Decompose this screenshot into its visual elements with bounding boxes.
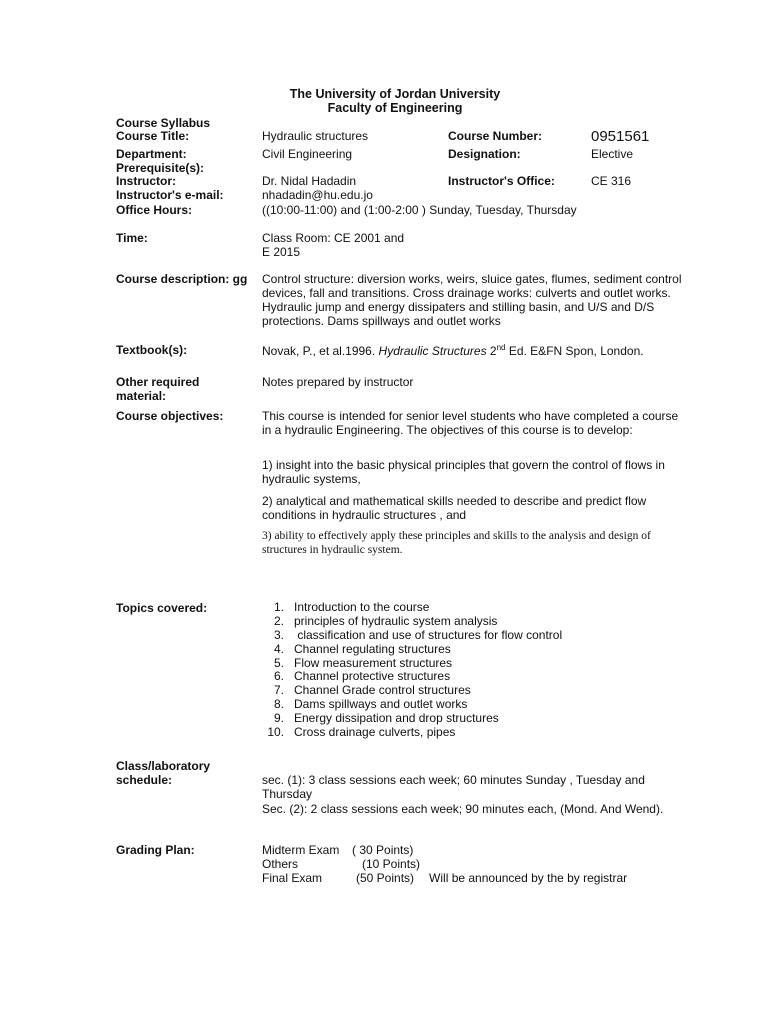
instructor-email-label: Instructor's e-mail: <box>116 188 224 202</box>
department-label: Department: <box>116 147 187 161</box>
other-material-value: Notes prepared by instructor <box>262 375 414 389</box>
topic-text: classification and use of structures for flow control <box>294 627 563 642</box>
objective-item-3: 3) ability to effectively apply these principles and skills to the analysis and design of structures in hydraulic system. <box>262 530 651 556</box>
schedule-sec2: Sec. (2): 2 class sessions each week; 90 minutes each, (Mond. And Wend). <box>262 802 664 816</box>
instructor-office-value: CE 316 <box>591 174 632 188</box>
topic-number: 3. <box>273 627 284 642</box>
other-material-label-1: Other required <box>116 375 200 389</box>
topic-text: Introduction to the course <box>294 600 430 614</box>
instructor-label: Instructor: <box>116 174 176 188</box>
designation-label: Designation: <box>448 147 521 161</box>
final-note: Will be announced by the by registrar <box>429 871 628 885</box>
topic-item <box>262 601 562 615</box>
classroom-line1: Class Room: CE 2001 and <box>262 231 405 245</box>
course-title-value: Hydraulic structures <box>262 129 369 143</box>
description-label: Course description: gg <box>116 272 248 286</box>
topic-item <box>262 629 562 643</box>
topic-number: 2. <box>273 613 284 628</box>
other-material-label-2: material: <box>116 389 167 403</box>
topic-text: Channel protective structures <box>294 669 451 684</box>
textbook-title: Hydraulic Structures <box>378 344 487 358</box>
final-name: Final Exam <box>262 871 323 885</box>
topic-number: 7. <box>273 683 284 698</box>
office-hours-value: ((10:00-11:00) and (1:00-2:00 ) Sunday, Tuesday, Thursday <box>262 203 577 217</box>
instructor-email-value: nhadadin@hu.edu.jo <box>262 188 373 202</box>
faculty-title: Faculty of Engineering <box>327 101 463 115</box>
topic-number: 1. <box>273 600 284 614</box>
topic-number: 8. <box>273 697 284 712</box>
objectives-label: Course objectives: <box>116 409 224 423</box>
topics-label: Topics covered: <box>116 601 208 615</box>
grading-final <box>262 871 627 885</box>
grading-label: Grading Plan: <box>116 843 195 857</box>
topic-number: 6. <box>273 669 284 684</box>
prerequisites-label: Prerequisite(s): <box>116 161 205 175</box>
grading-midterm <box>262 843 627 857</box>
topic-text: Dams spillways and outlet works <box>294 697 468 712</box>
textbook-suffix: Ed. E&FN Spon, London. <box>505 344 644 358</box>
final-points: (50 Points) <box>356 871 415 885</box>
others-points: (10 Points) <box>362 857 421 871</box>
designation-value: Elective <box>591 147 634 161</box>
topic-item <box>262 684 562 698</box>
objectives-intro: This course is intended for senior level students who have completed a course in a hydraulic Engineering. The objectives of this course is to develop: <box>262 409 679 437</box>
topic-item <box>262 712 562 726</box>
topic-text: Energy dissipation and drop structures <box>294 711 499 726</box>
topic-item <box>262 726 562 740</box>
topic-text: principles of hydraulic system analysis <box>294 613 498 628</box>
topic-number: 9. <box>273 711 284 726</box>
midterm-name: Midterm Exam <box>262 843 340 857</box>
instructor-value: Dr. Nidal Hadadin <box>262 174 357 188</box>
topic-number: 10. <box>267 725 284 740</box>
department-value: Civil Engineering <box>262 147 353 161</box>
textbook-edition-sup: nd <box>496 343 506 352</box>
topic-item <box>262 615 562 629</box>
textbook-prefix: Novak, P., et al.1996. <box>262 344 379 358</box>
topic-item <box>262 643 562 657</box>
instructor-office-label: Instructor's Office: <box>448 174 555 188</box>
topic-text: Channel Grade control structures <box>294 683 471 698</box>
university-title: The University of Jordan University <box>289 87 501 101</box>
objective-item-1: 1) insight into the basic physical principles that govern the control of flows in hydraulic systems, <box>262 458 665 486</box>
topic-item <box>262 670 562 684</box>
grading-plan <box>262 843 627 885</box>
textbook-edition-num: 2 <box>486 344 497 358</box>
topic-number: 4. <box>273 641 284 656</box>
textbook-value <box>262 343 644 358</box>
classroom-line2: E 2015 <box>262 245 301 259</box>
office-hours-label: Office Hours: <box>116 203 193 217</box>
time-label: Time: <box>116 231 148 245</box>
others-name: Others <box>262 857 299 871</box>
description-text: Control structure: diversion works, weirs, sluice gates, flumes, sediment control devices, fall and transitions. Cross drainage works: culverts and outlet works. Hydraulic jump and energy dissipaters and stilling basin, and U/S and D/S protections. Dams spillways and outlet works <box>262 272 682 328</box>
objective-item-2: 2) analytical and mathematical skills needed to describe and predict flow conditions in hydraulic structures , and <box>262 494 647 522</box>
schedule-label-1: Class/laboratory <box>116 759 211 773</box>
topic-text: Flow measurement structures <box>294 655 453 670</box>
topic-text: Cross drainage culverts, pipes <box>294 725 456 740</box>
midterm-points: ( 30 Points) <box>352 843 414 857</box>
schedule-label-2: schedule: <box>116 773 173 787</box>
syllabus-heading: Course Syllabus <box>116 116 211 130</box>
course-number-value: 0951561 <box>591 128 650 145</box>
course-title-label: Course Title: <box>116 129 190 143</box>
topics-list <box>262 601 562 740</box>
topic-item <box>262 657 562 671</box>
topic-text: Channel regulating structures <box>294 641 451 656</box>
topic-item <box>262 698 562 712</box>
topic-number: 5. <box>273 655 284 670</box>
course-number-label: Course Number: <box>448 129 543 143</box>
grading-others <box>262 857 627 871</box>
schedule-sec1: sec. (1): 3 class sessions each week; 60 minutes Sunday , Tuesday and Thursday <box>262 773 645 801</box>
textbook-label: Textbook(s): <box>116 343 188 357</box>
